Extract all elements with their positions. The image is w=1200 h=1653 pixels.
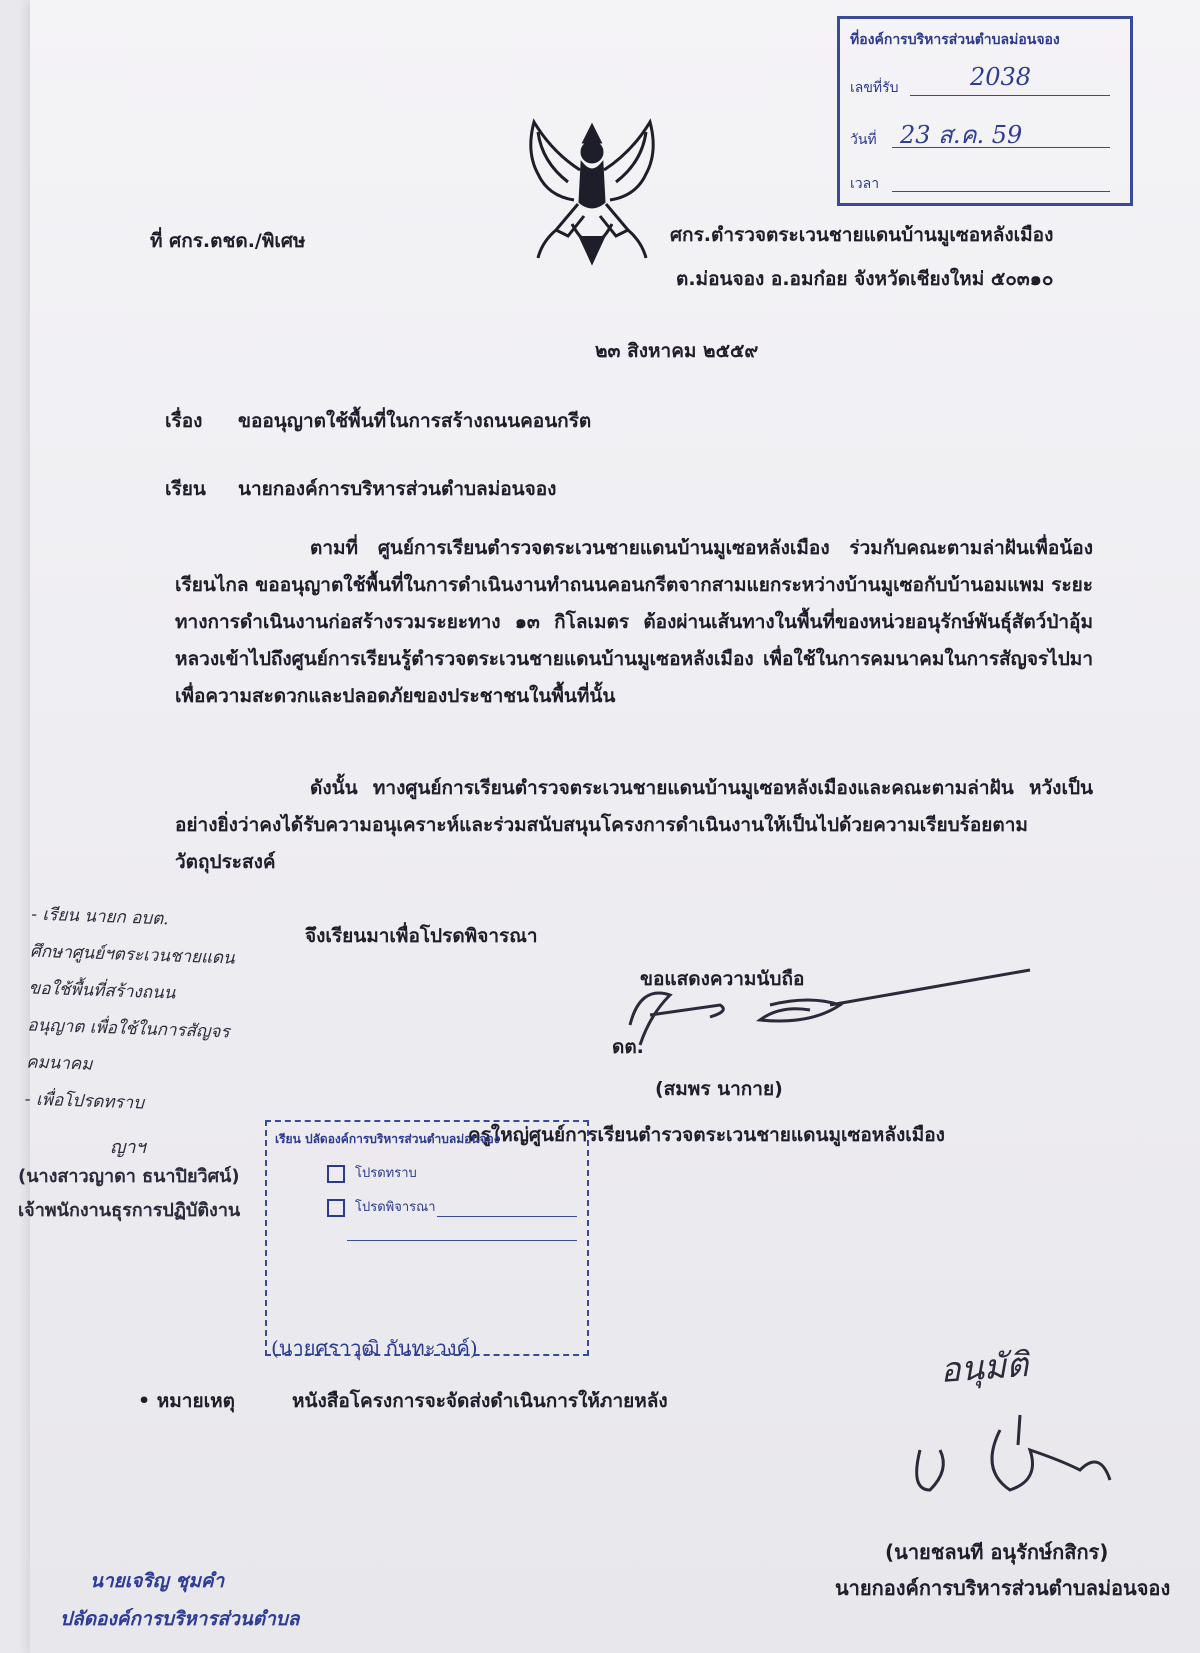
checkbox-icon [327, 1199, 345, 1217]
note-text: หนังสือโครงการจะจัดส่งดำเนินการให้ภายหลัง [292, 1390, 668, 1412]
margin-handwritten-notes [24, 896, 236, 1125]
signer-name: (สมพร นากาย) [655, 1078, 783, 1100]
garuda-emblem-icon [512, 112, 672, 267]
note-label: • หมายเหตุ [138, 1390, 235, 1412]
note-line [347, 1240, 577, 1241]
receipt-date-label: วันที่ [850, 132, 877, 148]
receipt-number-value: 2038 [970, 63, 1032, 91]
deputy-name: นายเจริญ ชุมคำ [90, 1570, 225, 1592]
receipt-date-value: 23 ส.ค. 59 [900, 121, 1023, 149]
approval-handwriting: อนุมัติ [938, 1344, 1030, 1392]
option-consider [327, 1196, 436, 1217]
receipt-stamp-title: ที่องค์การบริหารส่วนตำบลม่อนจอง [850, 32, 1060, 48]
sender-address-line1: ศกร.ตำรวจตระเวนชายแดนบ้านมูเซอหลังเมือง [670, 224, 1054, 246]
recipient-label: เรียน [165, 478, 206, 500]
approval-signature [900, 1410, 1140, 1510]
option-consider-label: โปรดพิจารณา [355, 1200, 436, 1215]
closing-salutation: ขอแสดงความนับถือ [640, 968, 805, 990]
signer-signature [610, 975, 1030, 1055]
checkbox-icon [327, 1165, 345, 1183]
recipient-text: นายกองค์การบริหารส่วนตำบลม่อนจอง [238, 478, 557, 500]
receipt-time-label: เวลา [850, 176, 880, 192]
signer-position: ครูใหญ่ศูนย์การเรียนตำรวจตระเวนชายแดนมูเซอหลังเมือง [468, 1124, 945, 1146]
officer-position: เจ้าพนักงานธุรการปฏิบัติงาน [18, 1200, 241, 1221]
sender-address-line2: ต.ม่อนจอง อ.อมก๋อย จังหวัดเชียงใหม่ ๕๐๓๑๐ [676, 268, 1054, 290]
margin-note-line: ขอใช้พื้นที่สร้างถนน [28, 978, 176, 1004]
consider-line [437, 1216, 577, 1217]
deputy-position: ปลัดองค์การบริหารส่วนตำบล [60, 1608, 300, 1630]
margin-note-line: คมนาคม [25, 1052, 93, 1075]
subject-label: เรื่อง [165, 410, 203, 432]
officer-name: (นางสาวญาดา ธนาปิยวิศน์) [18, 1166, 240, 1187]
closing-request: จึงเรียนมาเพื่อโปรดพิจารณา [305, 925, 538, 947]
body-paragraph-1: ตามที่ ศูนย์การเรียนตำรวจตระเวนชายแดนบ้านมูเซอหลังเมือง ร่วมกับคณะตามล่าฝันเพื่อน้องเรียนไกล ขออนุญาตใช้พื้นที่ในการดำเนินงานทำถนนคอนกรีตจากสามแยกระหว่างบ้านมูเซอกับบ้านอมแพม ระยะทางการดำเนินงานก่อสร้างรวมระยะทาง ๑๓ กิโลเมตร ต้องผ่านเส้นทางในพื้นที่ของหน่วยอนุรักษ์พันธุ์สัตว์ป่าอุ้มหลวงเข้าไปถึงศูนย์การเรียนรู้ตำรวจตระเวนชายแดนบ้านมูเซอหลังเมือง เพื่อใช้ในการคมนาคมในการสัญจรไปมาเพื่อความสะดวกและปลอดภัยของประชาชนในพื้นที่นั้น [175, 537, 1093, 707]
option-acknowledge [327, 1162, 417, 1183]
margin-note-line: - เรียน นายก อบต. [30, 904, 169, 930]
margin-note-line: - เพื่อโปรดทราบ [24, 1089, 145, 1114]
body-paragraph-2: ดังนั้น ทางศูนย์การเรียนตำรวจตระเวนชายแดนบ้านมูเซอหลังเมืองและคณะตามล่าฝัน หวังเป็นอย่างยิ่งว่าคงได้รับความอนุเคราะห์และร่วมสนับสนุนโครงการดำเนินงานให้เป็นไปด้วยความเรียบร้อยตามวัตถุประสงค์ [175, 777, 1093, 873]
receipt-stamp [837, 16, 1133, 206]
subject-text: ขออนุญาตใช้พื้นที่ในการสร้างถนนคอนกรีต [238, 410, 592, 432]
forwarding-stamp-name: (นายศราวุฒิ กันทะวงค์) [271, 1336, 478, 1360]
receipt-number-line [910, 95, 1110, 96]
approver-position: นายกองค์การบริหารส่วนตำบลม่อนจอง [835, 1576, 1171, 1600]
receipt-number-label: เลขที่รับ [850, 80, 899, 96]
receipt-time-line [892, 191, 1110, 192]
approver-name: (นายชลนที อนุรักษ์กสิกร) [885, 1540, 1109, 1564]
letter-date: ๒๓ สิงหาคม ๒๕๕๙ [595, 340, 759, 362]
margin-note-line: ศึกษาศูนย์ฯตระเวนชายแดน [29, 941, 235, 969]
forwarding-stamp-title: เรียน ปลัดองค์การบริหารส่วนตำบลม่อนจอง [275, 1132, 500, 1146]
margin-note-line: อนุญาต เพื่อใช้ในการสัญจร [27, 1015, 230, 1043]
officer-initials: ญาฯ [110, 1137, 146, 1158]
reference-number: ที่ ศกร.ตชด./พิเศษ [150, 230, 306, 252]
signer-rank-prefix: ดต. [612, 1036, 644, 1058]
option-acknowledge-label: โปรดทราบ [355, 1166, 417, 1181]
forwarding-stamp [265, 1120, 589, 1360]
